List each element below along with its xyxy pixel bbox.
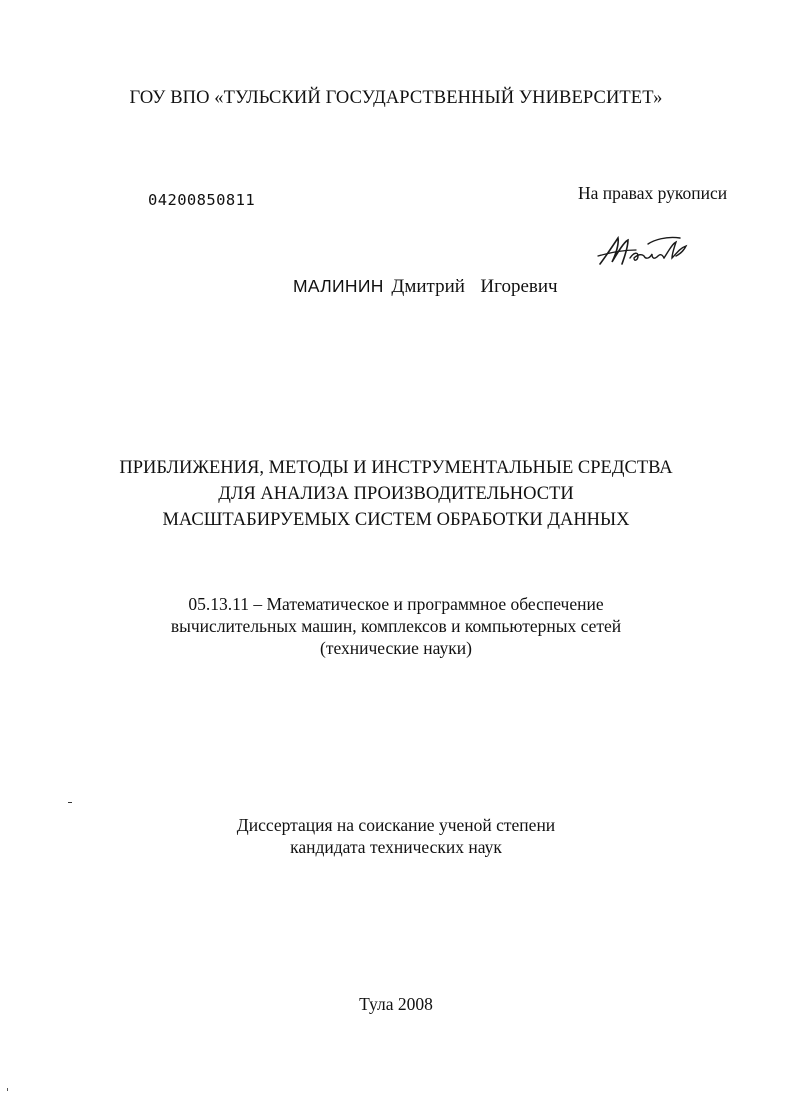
degree-statement	[0, 814, 792, 858]
author-given-names: Дмитрий Игоревич	[391, 276, 558, 297]
dissertation-title	[0, 455, 792, 533]
city-year: Тула 2008	[359, 994, 433, 1014]
author-name	[293, 276, 558, 298]
degree-line: кандидата технических наук	[290, 837, 502, 857]
manuscript-note: На правах рукописи	[578, 183, 728, 203]
specialty-line: 05.13.11 – Математическое и программное обеспечение	[188, 594, 604, 614]
document-number: 04200850811	[148, 191, 256, 209]
title-line: ПРИБЛИЖЕНИЯ, МЕТОДЫ И ИНСТРУМЕНТАЛЬНЫЕ СРЕДСТВА	[119, 458, 673, 478]
title-line: МАСШТАБИРУЕМЫХ СИСТЕМ ОБРАБОТКИ ДАННЫХ	[162, 510, 630, 530]
degree-line: Диссертация на соискание ученой степени	[236, 815, 556, 835]
scan-artifact-mark	[68, 802, 72, 803]
author-surname: МАЛИНИН	[293, 276, 384, 296]
handwritten-signature-icon	[592, 228, 692, 272]
specialty-code	[0, 593, 792, 659]
specialty-line: вычислительных машин, комплексов и компьютерных сетей	[170, 616, 622, 636]
scan-corner-mark	[7, 1088, 8, 1091]
specialty-line: (технические науки)	[320, 638, 472, 658]
university-name: ГОУ ВПО «ТУЛЬСКИЙ ГОСУДАРСТВЕННЫЙ УНИВЕРСИТЕТ»	[129, 88, 663, 108]
title-line: ДЛЯ АНАЛИЗА ПРОИЗВОДИТЕЛЬНОСТИ	[218, 484, 574, 504]
